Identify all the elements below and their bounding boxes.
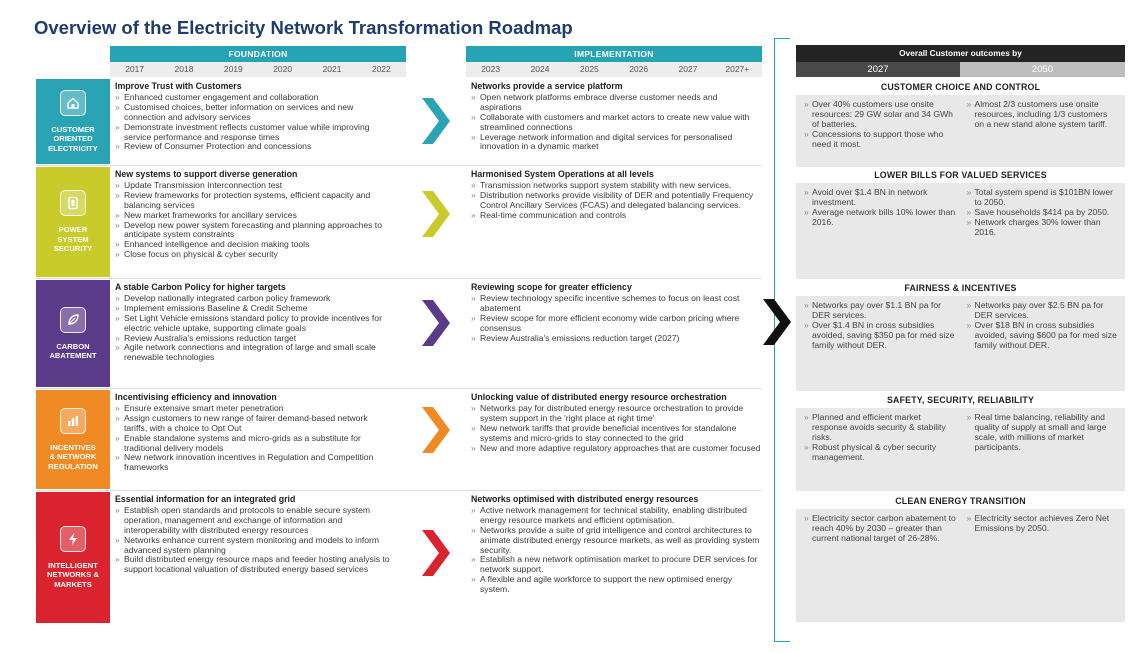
row-category-label: INCENTIVES & NETWORK REGULATION xyxy=(48,442,98,471)
list-item: » Real-time communication and controls xyxy=(471,211,761,221)
outcome-2050-list xyxy=(961,98,1124,164)
implementation-column xyxy=(471,495,761,595)
row-chevron-icon xyxy=(422,98,450,144)
foundation-heading: Essential information for an integrated grid xyxy=(115,494,296,504)
outcome-item: » Network charges 30% lower than 2016. xyxy=(967,218,1120,238)
outcome-section xyxy=(796,408,1125,491)
roadmap-row-carbon xyxy=(36,280,762,387)
implementation-column xyxy=(471,170,761,221)
list-item: » Customised choices, better information on services and new connection and advisory services xyxy=(115,103,393,123)
row-divider xyxy=(36,490,762,491)
outcome-item: » Electricity sector carbon abatement to reach 40% by 2030 – greater than current national target of 26-28%. xyxy=(804,514,957,544)
list-item: » A flexible and agile workforce to support the new optimised energy system. xyxy=(471,575,761,595)
outcome-item: » Total system spend is $101BN lower to 2050. xyxy=(967,188,1120,208)
outcome-2027-list xyxy=(798,411,961,488)
list-item: » New market frameworks for ancillary services xyxy=(115,211,393,221)
list-item: » Review Australia's emissions reduction target (2027) xyxy=(471,334,761,344)
list-item: » Networks pay for distributed energy resource orchestration to provide system support in the 'right place at right time' xyxy=(471,404,761,424)
list-item: » Distribution networks provide visibility of DER and potentially Frequency Control Ancillary Services (FCAS) and delegated balancing services. xyxy=(471,191,761,211)
year-label: 2021 xyxy=(322,64,342,74)
roadmap-row-power xyxy=(36,167,762,277)
outcome-item: » Networks pay over $1.1 BN pa for DER services. xyxy=(804,301,957,321)
list-item: » Open network platforms embrace diverse customer needs and aspirations xyxy=(471,93,761,113)
implementation-list xyxy=(471,181,761,221)
outcome-2027-list xyxy=(798,98,961,164)
implementation-list xyxy=(471,404,761,454)
row-category-customer xyxy=(36,79,110,164)
outcome-item: » Robust physical & cyber security management. xyxy=(804,443,957,463)
implementation-list xyxy=(471,294,761,344)
list-item: » Active network management for technical stability, enabling distributed energy resource markets and efficient optimisation. xyxy=(471,506,761,526)
row-divider xyxy=(36,165,762,166)
foundation-column xyxy=(115,82,393,152)
implementation-heading: Harmonised System Operations at all levels xyxy=(471,169,654,179)
outcome-2050-list xyxy=(961,411,1124,488)
outcome-item: » Average network bills 10% lower than 2016. xyxy=(804,208,957,228)
list-item: » Networks provide a suite of grid intelligence and control architectures to animate distributed energy resource markets, as well as providing system security. xyxy=(471,526,761,556)
foundation-list xyxy=(115,294,393,363)
year-label: 2020 xyxy=(273,64,293,74)
outcome-item: » Avoid over $1.4 BN in network investment. xyxy=(804,188,957,208)
list-item: » Ensure extensive smart meter penetration xyxy=(115,404,393,414)
list-item: » Agile network connections and integration of large and small scale renewable technologies xyxy=(115,343,393,363)
outcome-section-title: FAIRNESS & INCENTIVES xyxy=(904,283,1017,293)
implementation-heading: Networks optimised with distributed energy resources xyxy=(471,494,699,504)
lightning-icon xyxy=(60,526,86,552)
row-chevron-icon xyxy=(422,530,450,576)
implementation-list xyxy=(471,93,761,152)
foundation-heading: New systems to support diverse generation xyxy=(115,169,298,179)
outcome-item: » Networks pay over $2.5 BN pa for DER services. xyxy=(967,301,1120,321)
row-chevron-icon xyxy=(422,407,450,453)
foundation-column xyxy=(115,170,393,260)
foundation-column xyxy=(115,283,393,363)
implementation-heading: Unlocking value of distributed energy resource orchestration xyxy=(471,392,727,402)
year-label: 2027+ xyxy=(725,64,750,74)
row-category-label: CUSTOMER ORIENTED ELECTRICITY xyxy=(48,124,98,153)
outcome-2027-list xyxy=(798,299,961,388)
list-item: » Networks enhance current system monitoring and models to inform advanced system planning xyxy=(115,536,393,556)
implementation-list xyxy=(471,506,761,595)
roadmap-row-incentives xyxy=(36,390,762,489)
outcome-section xyxy=(796,509,1125,622)
outcome-year-2050: 2050 xyxy=(960,62,1125,77)
foundation-column xyxy=(115,393,393,473)
foundation-phase-bar: FOUNDATION xyxy=(110,46,406,62)
outcome-section xyxy=(796,95,1125,167)
list-item: » Build distributed energy resource maps and feeder hosting analysis to support locational valuation of distributed energy based services xyxy=(115,555,393,575)
list-item: » Develop new power system forecasting and planning approaches to anticipate system constraints xyxy=(115,221,393,241)
implementation-heading: Reviewing scope for greater efficiency xyxy=(471,282,632,292)
page-title: Overview of the Electricity Network Transformation Roadmap xyxy=(34,17,573,38)
list-item: » Implement emissions Baseline & Credit Scheme xyxy=(115,304,393,314)
list-item: » Review of Consumer Protection and concessions xyxy=(115,142,393,152)
outcome-section-title: LOWER BILLS FOR VALUED SERVICES xyxy=(874,170,1047,180)
list-item: » Establish open standards and protocols to enable secure system operation, management and exchange of information and interoperability with distributed energy resources xyxy=(115,506,393,536)
outcomes-header: Overall Customer outcomes by xyxy=(796,45,1125,62)
outcome-section-title: CLEAN ENERGY TRANSITION xyxy=(895,496,1026,506)
outcome-section xyxy=(796,296,1125,391)
list-item: » New network innovation incentives in Regulation and Competition frameworks xyxy=(115,453,393,473)
implementation-column xyxy=(471,393,761,453)
list-item: » New and more adaptive regulatory approaches that are customer focused xyxy=(471,444,761,454)
list-item: » Review technology specific incentive schemes to focus on least cost abatement xyxy=(471,294,761,314)
outcome-section-title: CUSTOMER CHOICE AND CONTROL xyxy=(880,82,1041,92)
outcome-item: » Over $1.4 BN in cross subsidies avoided, saving $350 pa for med size family without DER. xyxy=(804,321,957,351)
list-item: » Review frameworks for protection systems, efficient capacity and balancing services xyxy=(115,191,393,211)
row-category-label: POWER SYSTEM SECURITY xyxy=(53,225,93,254)
row-chevron-icon xyxy=(422,300,450,346)
list-item: » Demonstrate investment reflects customer value while improving service performance and response times xyxy=(115,123,393,143)
power-icon xyxy=(60,190,86,216)
year-label: 2018 xyxy=(174,64,194,74)
implementation-years xyxy=(466,62,762,77)
outcome-item: » Real time balancing, reliability and quality of supply at small and large scale, with millions of market participants. xyxy=(967,413,1120,453)
implementation-column xyxy=(471,82,761,152)
outcome-section xyxy=(796,183,1125,279)
row-divider xyxy=(36,278,762,279)
list-item: » New network tariffs that provide beneficial incentives for standalone systems and micro-grids to stay connected to the grid xyxy=(471,424,761,444)
list-item: » Review scope for more efficient economy wide carbon pricing where consensus xyxy=(471,314,761,334)
list-item: » Review Australia's emissions reduction target xyxy=(115,334,393,344)
row-category-label: CARBON ABATEMENT xyxy=(49,341,97,360)
row-category-incentives xyxy=(36,390,110,489)
year-label: 2027 xyxy=(678,64,698,74)
implementation-column xyxy=(471,283,761,343)
implementation-heading: Networks provide a service platform xyxy=(471,81,623,91)
outcome-2050-list xyxy=(961,299,1124,388)
list-item: » Assign customers to new range of fairer demand-based network tariffs, with a choice to Opt Out xyxy=(115,414,393,434)
list-item: » Establish a new network optimisation market to procure DER services for network support. xyxy=(471,555,761,575)
implementation-phase-bar: IMPLEMENTATION xyxy=(466,46,762,62)
outcome-2027-list xyxy=(798,186,961,276)
year-label: 2025 xyxy=(579,64,599,74)
year-label: 2026 xyxy=(629,64,649,74)
chart-icon xyxy=(60,408,86,434)
year-label: 2019 xyxy=(223,64,243,74)
outcome-item: » Planned and efficient market response avoids security & stability risks. xyxy=(804,413,957,443)
foundation-heading: A stable Carbon Policy for higher targets xyxy=(115,282,286,292)
row-category-intelligent xyxy=(36,492,110,623)
year-label: 2023 xyxy=(481,64,501,74)
foundation-list xyxy=(115,181,393,260)
roadmap-row-customer xyxy=(36,79,762,164)
list-item: » Set Light Vehicle emissions standard policy to provide incentives for electric vehicle uptake, supporting climate goals xyxy=(115,314,393,334)
list-item: » Enable standalone systems and micro-grids as a substitute for traditional delivery models xyxy=(115,434,393,454)
row-chevron-icon xyxy=(422,191,450,237)
outcome-2050-list xyxy=(961,186,1124,276)
outcome-item: » Over 40% customers use onsite resources: 29 GW solar and 34 GWh of batteries. xyxy=(804,100,957,130)
row-divider xyxy=(36,388,762,389)
outcome-2027-list xyxy=(798,512,961,619)
foundation-years xyxy=(110,62,406,77)
roadmap-row-intelligent xyxy=(36,492,762,623)
outcome-item: » Electricity sector achieves Zero Net Emissions by 2050. xyxy=(967,514,1120,534)
leaf-icon xyxy=(60,307,86,333)
list-item: » Transmission networks support system stability with new services. xyxy=(471,181,761,191)
outcome-item: » Save households $414 pa by 2050. xyxy=(967,208,1120,218)
foundation-list xyxy=(115,93,393,152)
list-item: » Develop nationally integrated carbon policy framework xyxy=(115,294,393,304)
list-item: » Enhanced intelligence and decision making tools xyxy=(115,240,393,250)
outcome-2050-list xyxy=(961,512,1124,619)
year-label: 2017 xyxy=(125,64,145,74)
row-category-label: INTELLIGENT NETWORKS & MARKETS xyxy=(47,560,99,589)
list-item: » Enhanced customer engagement and collaboration xyxy=(115,93,393,103)
outcomes-chevron-icon xyxy=(763,299,791,345)
list-item: » Close focus on physical & cyber security xyxy=(115,250,393,260)
foundation-list xyxy=(115,404,393,473)
year-label: 2024 xyxy=(530,64,550,74)
outcome-year-2027: 2027 xyxy=(796,62,960,77)
foundation-column xyxy=(115,495,393,575)
list-item: » Update Transmission Interconnection test xyxy=(115,181,393,191)
outcome-section-title: SAFETY, SECURITY, RELIABILITY xyxy=(886,395,1035,405)
outcome-item: » Almost 2/3 customers use onsite resources, including 1/3 customers on a new stand alone system tariff. xyxy=(967,100,1120,130)
list-item: » Collaborate with customers and market actors to create new value with streamlined connections xyxy=(471,113,761,133)
foundation-list xyxy=(115,506,393,575)
list-item: » Leverage network information and digital services for personalised innovation in a dynamic market xyxy=(471,133,761,153)
home-icon xyxy=(60,90,86,116)
outcome-item: » Concessions to support those who need it most. xyxy=(804,130,957,150)
foundation-heading: Improve Trust with Customers xyxy=(115,81,242,91)
row-category-carbon xyxy=(36,280,110,387)
year-label: 2022 xyxy=(371,64,391,74)
foundation-heading: Incentivising efficiency and innovation xyxy=(115,392,277,402)
row-category-power xyxy=(36,167,110,277)
outcome-item: » Over $18 BN in cross subsidies avoided, saving $600 pa for med size family without DER. xyxy=(967,321,1120,351)
